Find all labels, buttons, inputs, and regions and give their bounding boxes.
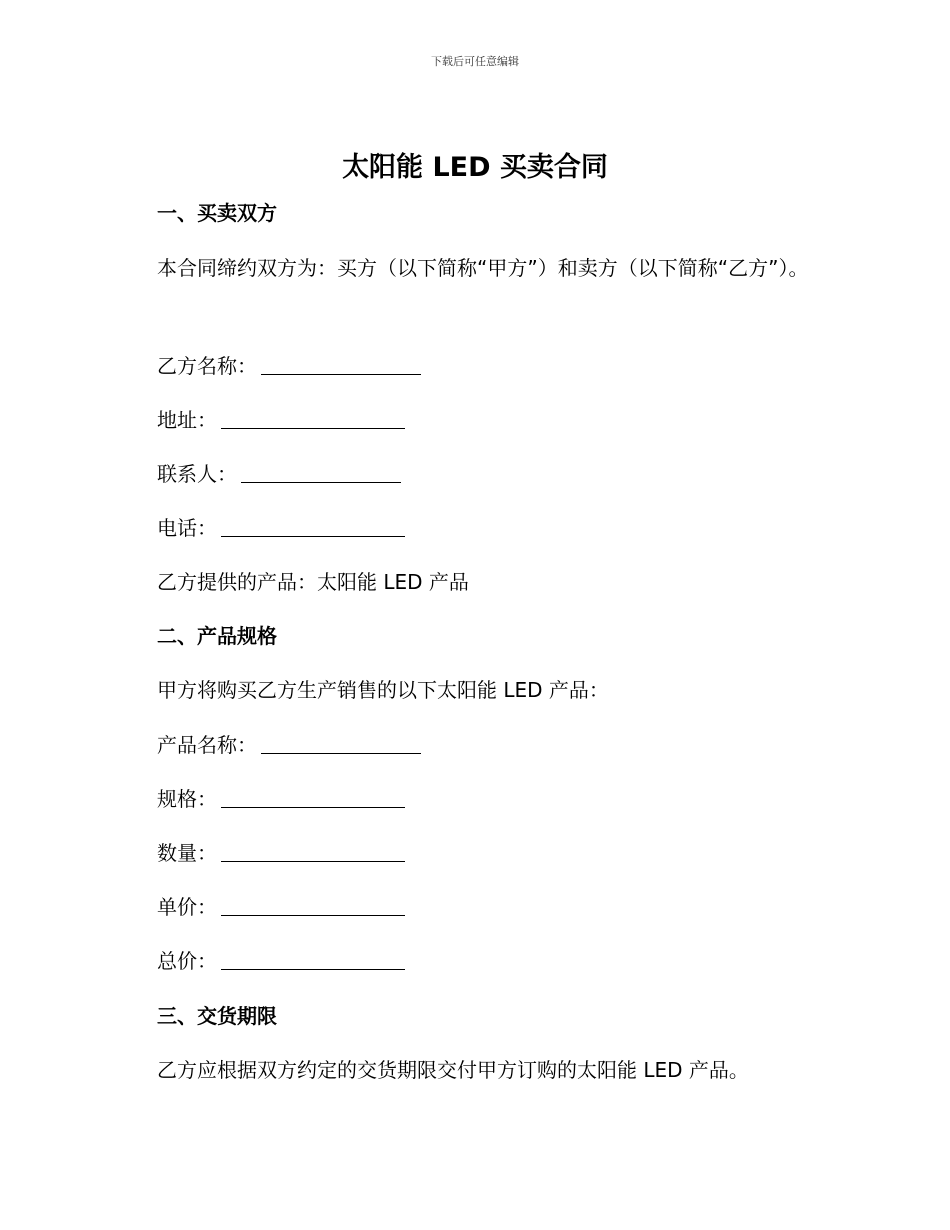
document-title: 太阳能 LED 买卖合同 (342, 152, 608, 183)
product-line: 乙方提供的产品：太阳能 LED 产品 (157, 570, 469, 594)
field-contact (157, 459, 401, 489)
blank-underline[interactable] (261, 733, 421, 754)
field-label: 规格： (157, 787, 217, 811)
section-1-intro: 本合同缔约双方为：买方（以下简称“甲方”）和卖方（以下简称“乙方”）。 (157, 256, 809, 280)
field-address (157, 405, 405, 435)
field-product-name (157, 730, 421, 760)
field-total-price (157, 946, 405, 976)
blank-underline[interactable] (221, 408, 405, 429)
field-label: 数量： (157, 841, 217, 865)
blank-underline[interactable] (221, 787, 405, 808)
section-3-heading: 三、交货期限 (157, 1004, 277, 1028)
blank-underline[interactable] (241, 462, 401, 483)
blank-underline[interactable] (221, 895, 405, 916)
field-label: 电话： (157, 516, 217, 540)
field-label: 地址： (157, 408, 217, 432)
section-2-heading: 二、产品规格 (157, 624, 277, 648)
field-unit-price (157, 892, 405, 922)
field-label: 乙方名称： (157, 354, 257, 378)
blank-underline[interactable] (221, 841, 405, 862)
blank-underline[interactable] (221, 516, 405, 537)
section-3-body: 乙方应根据双方约定的交货期限交付甲方订购的太阳能 LED 产品。 (157, 1058, 749, 1082)
field-spec (157, 784, 405, 814)
page-header-note: 下载后可任意编辑 (431, 55, 519, 68)
field-label: 单价： (157, 895, 217, 919)
section-1-heading: 一、买卖双方 (157, 201, 277, 225)
blank-underline[interactable] (221, 949, 405, 970)
field-party-b-name (157, 351, 421, 381)
section-2-intro: 甲方将购买乙方生产销售的以下太阳能 LED 产品： (157, 678, 609, 702)
field-label: 总价： (157, 949, 217, 973)
field-label: 产品名称： (157, 733, 257, 757)
field-quantity (157, 838, 405, 868)
field-phone (157, 513, 405, 543)
field-label: 联系人： (157, 462, 237, 486)
blank-underline[interactable] (261, 354, 421, 375)
